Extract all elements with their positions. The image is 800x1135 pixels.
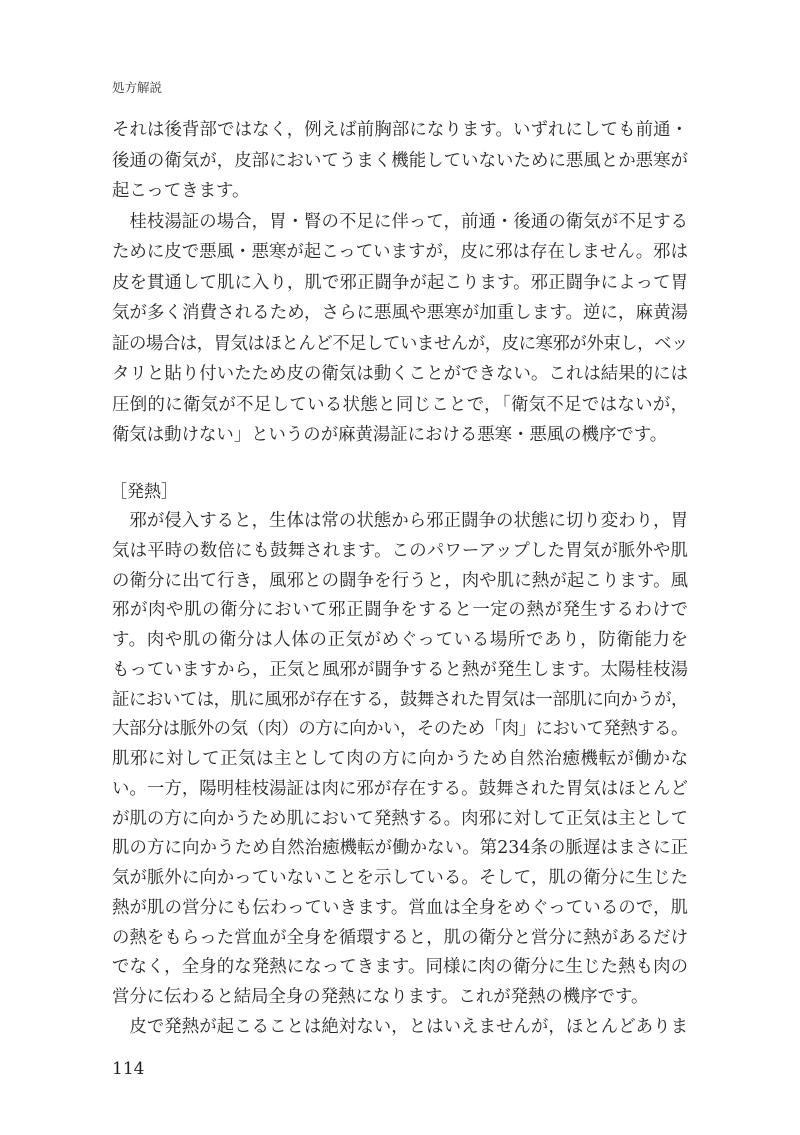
text-line: 起こってきます。 <box>112 181 250 201</box>
text-line: タリと貼り付いたため皮の衛気は動くことができない。これは結果的には <box>112 364 688 384</box>
running-header: 処方解説 <box>112 80 163 95</box>
text-line: 邪が肉や肌の衛分において邪正闘争をすると一定の熱が発生するわけで <box>112 600 688 621</box>
text-line: 皮で発熱が起こることは絶対ない，とはいえませんが，ほとんどありま <box>129 1016 688 1037</box>
text-line: もっていますから，正気と風邪が闘争すると熱が発生します。太陽桂枝湯 <box>112 659 688 680</box>
text-line: い。一方，陽明桂枝湯証は肉に邪が存在する。鼓舞された胃気はほとんど <box>112 778 688 799</box>
text-line: それは後背部ではなく，例えば前胸部になります。いずれにしても前通・ <box>112 120 688 140</box>
text-line: 肌邪に対して正気は主として肉の方に向かうため自然治癒機転が働かな <box>112 749 688 769</box>
text-line: 大部分は脈外の気（肉）の方に向かい，そのため「肉」において発熱する。 <box>112 719 688 740</box>
intro-paragraphs <box>112 115 688 451</box>
text-line: 営分に伝わると結局全身の発熱になります。これが発熱の機序です。 <box>112 987 649 1007</box>
section-heading-fever: ［発熱］ <box>110 482 178 502</box>
text-line: ために皮で悪風・悪寒が起こっていますが，皮に邪は存在しません。邪は <box>112 242 688 262</box>
text-line: 肌の方に向かうため自然治癒機転が働かない。第234条の脈遅はまさに正 <box>112 838 688 859</box>
text-line: 気が脈外に向かっていないことを示している。そして，肌の衛分に生じた <box>112 868 688 888</box>
text-line: 熱が肌の営分にも伝わっていきます。営血は全身をめぐっているので，肌 <box>112 897 688 918</box>
text-line: 証の場合は，胃気はほとんど不足していませんが，皮に寒邪が外束し，ベッ <box>112 333 688 354</box>
text-line: の熱をもらった営血が全身を循環すると，肌の衛分と営分に熱があるだけ <box>112 927 688 948</box>
text-line: 圧倒的に衛気が不足している状態と同じことで，「衛気不足ではないが， <box>112 394 688 415</box>
text-line: 邪が侵入すると，生体は常の状態から邪正闘争の状態に切り変わり，胃 <box>129 511 688 531</box>
text-line: の衛分に出て行き，風邪との闘争を行うと，肉や肌に熱が起こります。風 <box>112 570 688 591</box>
text-line: が肌の方に向かうため肌において発熱する。肉邪に対して正気は主として <box>112 808 688 829</box>
text-line: 気は平時の数倍にも鼓舞されます。このパワーアップした胃気が脈外や肌 <box>112 540 688 561</box>
text-line: 気が多く消費されるため，さらに悪風や悪寒が加重します。逆に，麻黄湯 <box>112 303 688 323</box>
text-line: でなく，全身的な発熱になってきます。同様に肉の衛分に生じた熱も肉の <box>112 957 688 978</box>
text-line: 桂枝湯証の場合，胃・腎の不足に伴って，前通・後通の衛気が不足する <box>129 211 688 232</box>
text-line: 皮を貫通して肌に入り，肌で邪正闘争が起こります。邪正闘争によって胃 <box>112 272 688 293</box>
page-number: 114 <box>112 1059 145 1079</box>
fever-section-body <box>112 507 688 1043</box>
text-line: 衛気は動けない」というのが麻黄湯証における悪寒・悪風の機序です。 <box>112 425 668 445</box>
text-line: す。肉や肌の衛分は人体の正気がめぐっている場所であり，防衛能力を <box>112 630 688 650</box>
text-line: 後通の衛気が，皮部においてうまく機能していないために悪風とか悪寒が <box>112 150 688 171</box>
text-line: 証においては，肌に風邪が存在する，鼓舞された胃気は一部肌に向かうが， <box>112 689 688 710</box>
